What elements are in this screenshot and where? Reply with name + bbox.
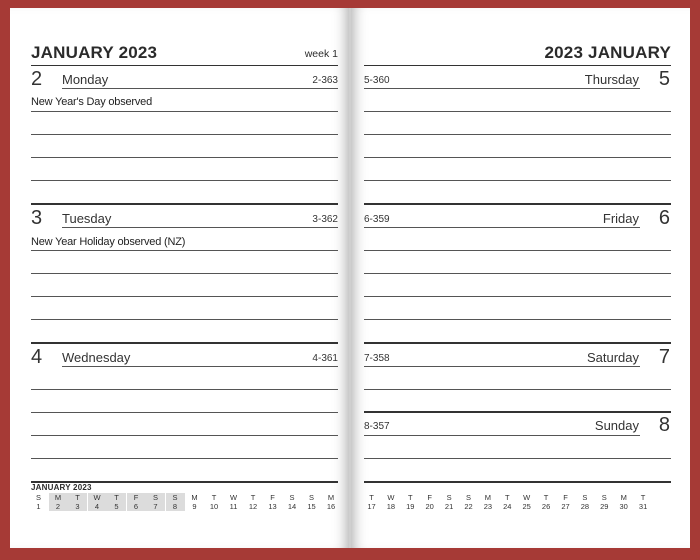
mini-calendar-date: 23	[483, 502, 493, 511]
mini-calendar-weekday: W	[93, 493, 101, 502]
day-underline	[364, 88, 640, 89]
mini-calendar-day	[401, 493, 420, 511]
mini-calendar-date: 14	[287, 502, 297, 511]
mini-calendar-date: 29	[600, 502, 609, 511]
day-count: 8-357	[364, 421, 390, 432]
mini-calendar-day	[49, 493, 68, 511]
day-number: 4	[31, 346, 43, 368]
mini-calendar-day	[517, 493, 536, 511]
day-name: Saturday	[586, 350, 639, 365]
writing-line	[364, 111, 671, 112]
mini-calendar-title: JANUARY 2023	[31, 483, 92, 492]
mini-calendar-day	[88, 493, 107, 511]
mini-calendar-date: 20	[425, 502, 434, 511]
book-spine	[349, 8, 351, 548]
mini-calendar-date: 22	[464, 502, 473, 511]
mini-calendar-date: 6	[133, 502, 139, 511]
mini-calendar-date: 15	[307, 502, 316, 511]
mini-calendar-date: 30	[619, 502, 628, 511]
writing-line	[31, 134, 338, 135]
mini-calendar-weekday: F	[563, 493, 568, 502]
writing-line	[364, 319, 671, 320]
mini-calendar-date: 4	[94, 502, 100, 511]
writing-line	[31, 157, 338, 158]
writing-line	[364, 250, 671, 251]
mini-calendar-date: 5	[114, 502, 119, 511]
mini-calendar-weekday: M	[54, 493, 62, 502]
writing-line	[31, 389, 338, 390]
left-page	[10, 8, 349, 548]
day-number: 7	[658, 346, 670, 368]
mini-calendar-weekday: M	[620, 493, 627, 502]
mini-calendar-day	[224, 493, 243, 511]
mini-calendar-day	[614, 493, 633, 511]
writing-line	[31, 435, 338, 436]
writing-line	[31, 412, 338, 413]
mini-calendar-date: 12	[248, 502, 258, 511]
mini-calendar-day	[420, 493, 439, 511]
mini-calendar-weekday: F	[427, 493, 432, 502]
mini-calendar-weekday: S	[446, 493, 452, 502]
mini-calendar-weekday: M	[484, 493, 492, 502]
writing-line	[364, 458, 671, 459]
writing-line	[31, 296, 338, 297]
mini-calendar-weekday: S	[289, 493, 295, 502]
writing-line	[31, 273, 338, 274]
mini-calendar-day	[322, 493, 341, 511]
day-count: 2-363	[312, 75, 338, 86]
mini-calendar-date: 13	[268, 502, 277, 511]
mini-calendar-day	[185, 493, 204, 511]
writing-line	[364, 273, 671, 274]
day-divider	[31, 342, 338, 344]
mini-calendar-day	[263, 493, 282, 511]
writing-line	[364, 134, 671, 135]
writing-line	[31, 180, 338, 181]
day-divider	[364, 342, 671, 344]
mini-calendar-day	[381, 493, 400, 511]
day-count: 4-361	[312, 353, 338, 364]
mini-calendar-day	[556, 493, 575, 511]
mini-calendar-day	[595, 493, 614, 511]
mini-calendar-weekday: S	[465, 493, 471, 502]
mini-calendar-weekday: T	[640, 493, 646, 502]
mini-calendar-weekday: W	[387, 493, 395, 502]
mini-calendar-date: 21	[444, 502, 454, 511]
mini-calendar-day	[166, 493, 185, 511]
mini-calendar-date: 11	[229, 502, 238, 511]
mini-calendar-weekday: T	[211, 493, 217, 502]
mini-calendar-date: 31	[638, 502, 648, 511]
mini-calendar-day	[478, 493, 497, 511]
mini-calendar-date: 10	[209, 502, 219, 511]
mini-calendar-day	[459, 493, 478, 511]
day-number: 3	[31, 207, 43, 229]
mini-calendar-day	[283, 493, 302, 511]
mini-calendar-date: 27	[561, 502, 570, 511]
mini-calendar-weekday: T	[505, 493, 510, 502]
writing-line	[31, 319, 338, 320]
left-page-header	[31, 43, 338, 66]
day-number: 8	[658, 414, 670, 436]
day-number: 6	[658, 207, 670, 229]
mini-calendar-day	[498, 493, 517, 511]
day-name: Tuesday	[62, 211, 112, 226]
mini-calendar-weekday: S	[308, 493, 314, 502]
mini-calendar-date: 1	[36, 502, 41, 511]
day-divider	[364, 481, 671, 483]
day-underline	[364, 227, 640, 228]
holiday-note: New Year Holiday observed (NZ)	[31, 236, 186, 248]
mini-calendar-weekday: M	[327, 493, 335, 502]
mini-calendar-weekday: S	[152, 493, 158, 502]
writing-line	[364, 296, 671, 297]
mini-calendar-day	[634, 493, 653, 511]
mini-calendar-day	[146, 493, 165, 511]
mini-calendar-day	[302, 493, 321, 511]
writing-line	[364, 180, 671, 181]
mini-calendar-date: 28	[580, 502, 590, 511]
day-count: 7-358	[364, 353, 390, 364]
mini-calendar-date: 7	[153, 502, 158, 511]
day-number: 2	[31, 68, 43, 90]
day-underline	[364, 366, 640, 367]
mini-calendar-day	[205, 493, 224, 511]
mini-calendar-day	[537, 493, 556, 511]
day-divider	[31, 203, 338, 205]
mini-calendar-date: 24	[503, 502, 512, 511]
mini-calendar-date: 3	[75, 502, 80, 511]
week-label: week 1	[304, 48, 338, 60]
mini-calendar-weekday: T	[543, 493, 549, 502]
writing-line	[364, 389, 671, 390]
mini-calendar-day	[362, 493, 381, 511]
mini-calendar-day	[244, 493, 263, 511]
mini-calendar-date: 8	[172, 502, 178, 511]
day-name: Wednesday	[62, 350, 131, 365]
mini-calendar-weekday: F	[133, 493, 139, 502]
month-title: 2023 JANUARY	[544, 43, 671, 62]
mini-calendar-weekday: S	[35, 493, 41, 502]
day-number: 5	[658, 68, 670, 90]
mini-calendar-date: 17	[367, 502, 376, 511]
day-divider	[364, 203, 671, 205]
mini-calendar-day	[29, 493, 48, 511]
mini-calendar-date: 2	[55, 502, 61, 511]
day-name: Sunday	[594, 418, 639, 433]
mini-calendar-weekday: W	[229, 493, 238, 502]
day-name: Friday	[602, 211, 639, 226]
right-page	[351, 8, 690, 548]
mini-calendar-weekday: S	[172, 493, 178, 502]
mini-calendar-weekday: T	[369, 493, 374, 502]
day-name: Thursday	[584, 72, 639, 87]
mini-calendar-date: 25	[522, 502, 531, 511]
writing-line	[31, 250, 338, 251]
day-underline	[62, 227, 338, 228]
mini-calendar-date: 26	[541, 502, 551, 511]
mini-calendar-day	[68, 493, 87, 511]
day-count: 6-359	[364, 214, 390, 225]
mini-calendar-weekday: T	[75, 493, 80, 502]
mini-calendar-weekday: S	[601, 493, 607, 502]
month-title: JANUARY 2023	[31, 43, 158, 62]
day-underline	[62, 366, 338, 367]
mini-calendar-weekday: M	[191, 493, 198, 502]
writing-line	[31, 111, 338, 112]
day-count: 5-360	[364, 75, 390, 86]
right-page-header	[364, 43, 671, 66]
mini-calendar-date: 19	[406, 502, 415, 511]
day-divider	[364, 411, 671, 413]
mini-calendar-weekday: T	[114, 493, 119, 502]
day-underline	[62, 88, 338, 89]
day-count: 3-362	[312, 214, 338, 225]
holiday-note: New Year's Day observed	[31, 96, 153, 108]
mini-calendar-weekday: S	[582, 493, 588, 502]
writing-line	[364, 157, 671, 158]
day-underline	[364, 435, 640, 436]
writing-line	[31, 458, 338, 459]
mini-calendar-date: 16	[326, 502, 336, 511]
mini-calendar-day	[440, 493, 459, 511]
mini-calendar-weekday: T	[250, 493, 256, 502]
mini-calendar-weekday: F	[270, 493, 275, 502]
mini-calendar-date: 9	[192, 502, 197, 511]
mini-calendar-day	[127, 493, 146, 511]
day-name: Monday	[62, 72, 109, 87]
mini-calendar-weekday: W	[523, 493, 531, 502]
mini-calendar-date: 18	[386, 502, 396, 511]
mini-calendar-day	[575, 493, 594, 511]
mini-calendar-day	[107, 493, 126, 511]
mini-calendar-weekday: T	[408, 493, 413, 502]
